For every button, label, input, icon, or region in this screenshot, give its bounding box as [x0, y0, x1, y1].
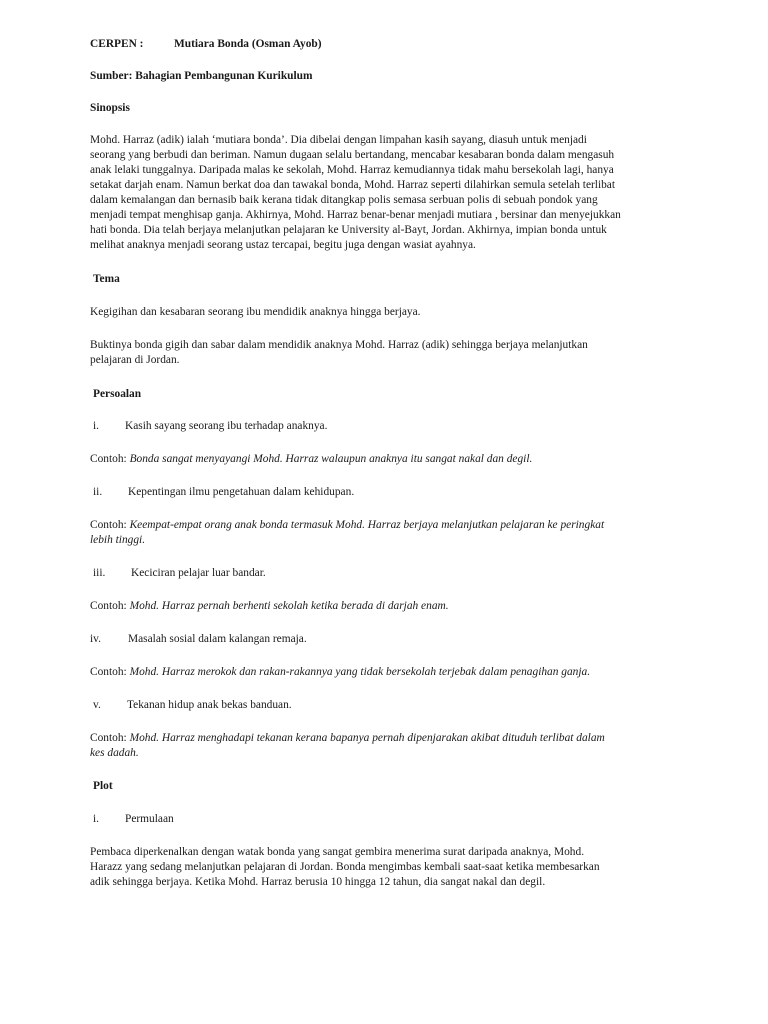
sinopsis-line: seorang yang berbudi dan beriman. Namun dugaan selalu bertandang, mencabar kesabaran bonda dalam mengasuh [90, 149, 615, 161]
contoh-label: Contoh: [90, 453, 127, 465]
contoh-example-continuation: lebih tinggi. [90, 534, 146, 546]
contoh-example: Mohd. Harraz menghadapi tekanan kerana bapanya pernah dipenjarakan akibat dituduh terlibat dalam [129, 732, 605, 744]
sinopsis-line: melihat anaknya menjadi seorang ustaz tercapai, begitu juga dengan wasiat ayahnya. [90, 239, 476, 251]
persoalan-item-number: i. [93, 420, 100, 432]
contoh-line [90, 665, 590, 680]
contoh-label: Contoh: [90, 600, 127, 612]
contoh-label: Contoh: [90, 732, 127, 744]
plot-line: Pembaca diperkenalkan dengan watak bonda yang sangat gembira menerima surat daripada anaknya, Mohd. [90, 846, 585, 858]
plot-line: adik sehingga berjaya. Ketika Mohd. Harraz berusia 10 hingga 12 tahun, dia sangat nakal dan degil. [90, 876, 546, 888]
persoalan-heading: Persoalan [93, 388, 142, 400]
plot-heading: Plot [93, 780, 113, 792]
source-line: Sumber: Bahagian Pembangunan Kurikulum [90, 70, 313, 82]
contoh-example: Bonda sangat menyayangi Mohd. Harraz walaupun anaknya itu sangat nakal dan degil. [129, 453, 533, 465]
contoh-line [90, 599, 449, 614]
story-title: Mutiara Bonda (Osman Ayob) [174, 38, 322, 50]
contoh-example: Keempat-empat orang anak bonda termasuk Mohd. Harraz berjaya melanjutkan pelajaran ke peringkat [129, 519, 605, 531]
sinopsis-line: Mohd. Harraz (adik) ialah ‘mutiara bonda’. Dia dibelai dengan limpahan kasih sayang, diasuh untuk menjadi [90, 134, 587, 146]
sinopsis-line: hati bonda. Dia telah berjaya melanjutkan pelajaran ke University al-Bayt, Jordan. Akhirnya, impian bonda untuk [90, 224, 607, 236]
sinopsis-line: dalam kemalangan dan bernasib baik kerana tidak ditangkap polis semasa serbuan polis di sebuah pondok yang [90, 194, 598, 206]
sinopsis-line: setakat darjah enam. Namun berkat doa dan tawakal bonda, Mohd. Harraz seperti dilahirkan semula setelah terlibat [90, 179, 616, 191]
plot-sub-label: Permulaan [125, 813, 174, 825]
plot-line: Harazz yang sedang melanjutkan pelajaran di Jordan. Bonda mengimbas kembali saat-saat ketika membesarkan [90, 861, 600, 873]
tema-explanation-line: Buktinya bonda gigih dan sabar dalam mendidik anaknya Mohd. Harraz (adik) sehingga berjaya melanjutkan [90, 339, 588, 351]
contoh-label: Contoh: [90, 666, 127, 678]
persoalan-item-number: v. [93, 699, 101, 711]
sinopsis-line: menjadi tempat menghisap ganja. Akhirnya, Mohd. Harraz benar-benar menjadi mutiara , bersinar dan menyejukkan [90, 209, 621, 221]
persoalan-item-number: ii. [93, 486, 103, 498]
tema-heading: Tema [93, 273, 120, 285]
contoh-example-continuation: kes dadah. [90, 747, 139, 759]
contoh-example: Mohd. Harraz merokok dan rakan-rakannya yang tidak bersekolah terjebak dalam penagihan ganja. [129, 666, 591, 678]
persoalan-item-number: iv. [90, 633, 101, 645]
contoh-label: Contoh: [90, 519, 127, 531]
plot-sub-number: i. [93, 813, 100, 825]
persoalan-item-text: Tekanan hidup anak bekas banduan. [127, 699, 292, 711]
contoh-line [90, 731, 605, 746]
cerpen-label: CERPEN : [90, 38, 144, 50]
persoalan-item-text: Masalah sosial dalam kalangan remaja. [128, 633, 307, 645]
sinopsis-heading: Sinopsis [90, 102, 130, 114]
tema-statement: Kegigihan dan kesabaran seorang ibu mendidik anaknya hingga berjaya. [90, 306, 421, 318]
contoh-line [90, 518, 604, 533]
contoh-example: Mohd. Harraz pernah berhenti sekolah ketika berada di darjah enam. [129, 600, 449, 612]
persoalan-item-text: Keciciran pelajar luar bandar. [131, 567, 266, 579]
contoh-line [90, 452, 532, 467]
persoalan-item-text: Kepentingan ilmu pengetahuan dalam kehidupan. [128, 486, 355, 498]
persoalan-item-text: Kasih sayang seorang ibu terhadap anaknya. [125, 420, 328, 432]
persoalan-item-number: iii. [93, 567, 106, 579]
sinopsis-line: anak lelaki tunggalnya. Daripada malas ke sekolah, Mohd. Harraz kemudiannya tidak mahu bersekolah lagi, hanya [90, 164, 614, 176]
tema-explanation-line: pelajaran di Jordan. [90, 354, 180, 366]
